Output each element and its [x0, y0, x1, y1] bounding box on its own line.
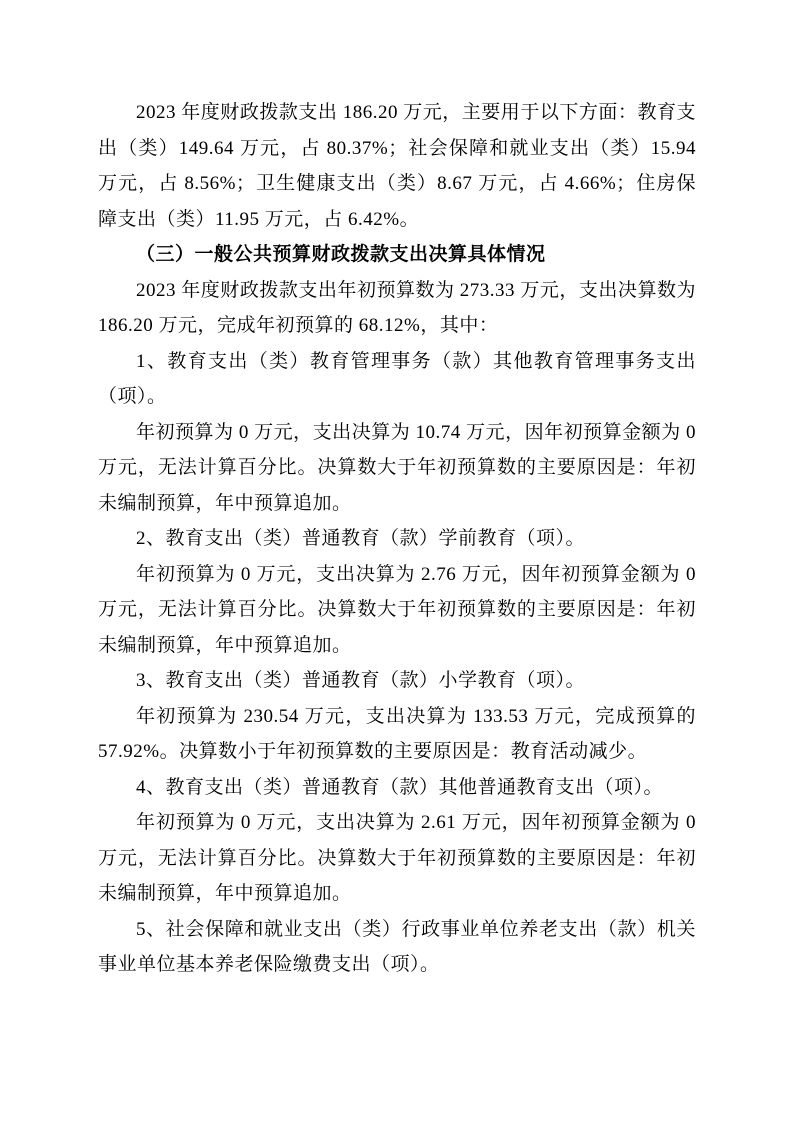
paragraph-item-1-detail: 年初预算为 0 万元，支出决算为 10.74 万元，因年初预算金额为 0 万元，无法计算百分比。决算数大于年初预算数的主要原因是：年初未编制预算，年中预算追加。: [98, 421, 696, 514]
paragraph-item-4-title: 4、教育支出（类）普通教育（款）其他普通教育支出（项）。: [136, 776, 664, 798]
paragraph-item-3-detail: 年初预算为 230.54 万元，支出决算为 133.53 万元，完成预算的 57.92%。决算数小于年初预算数的主要原因是：教育活动减少。: [98, 705, 696, 762]
paragraph-item-4-detail: 年初预算为 0 万元，支出决算为 2.61 万元，因年初预算金额为 0 万元，无法计算百分比。决算数大于年初预算数的主要原因是：年初未编制预算，年中预算追加。: [98, 812, 696, 904]
paragraph-item-3-title: 3、教育支出（类）普通教育（款）小学教育（项）。: [136, 670, 586, 691]
section-heading-budget-expenditure-details: （三）一般公共预算财政拨款支出决算具体情况: [136, 244, 546, 265]
paragraph-item-2-detail: 年初预算为 0 万元，支出决算为 2.76 万元，因年初预算金额为 0 万元，无法计算百分比。决算数大于年初预算数的主要原因是：年初未编制预算，年中预算追加。: [98, 563, 696, 656]
paragraph-item-5-title: 5、社会保障和就业支出（类）行政事业单位养老支出（款）机关事业单位基本养老保险缴费支出（项）。: [98, 918, 696, 975]
paragraph-item-2-title: 2、教育支出（类）普通教育（款）学前教育（项）。: [136, 528, 586, 549]
paragraph-fiscal-expenditure-summary: 2023 年度财政拨款支出 186.20 万元，主要用于以下方面：教育支出（类）149.64 万元，占 80.37%；社会保障和就业支出（类）15.94 万元，占 8.56%；卫生健康支出（类）8.67 万元，占 4.66%；住房保障支出（类）11.95 万元，占 6.42%。: [98, 102, 696, 230]
paragraph-budget-vs-final-summary: 2023 年度财政拨款支出年初预算数为 273.33 万元，支出决算数为 186.20 万元，完成年初预算的 68.12%，其中：: [98, 279, 696, 336]
paragraph-item-1-title: 1、教育支出（类）教育管理事务（款）其他教育管理事务支出（项）。: [98, 350, 696, 407]
